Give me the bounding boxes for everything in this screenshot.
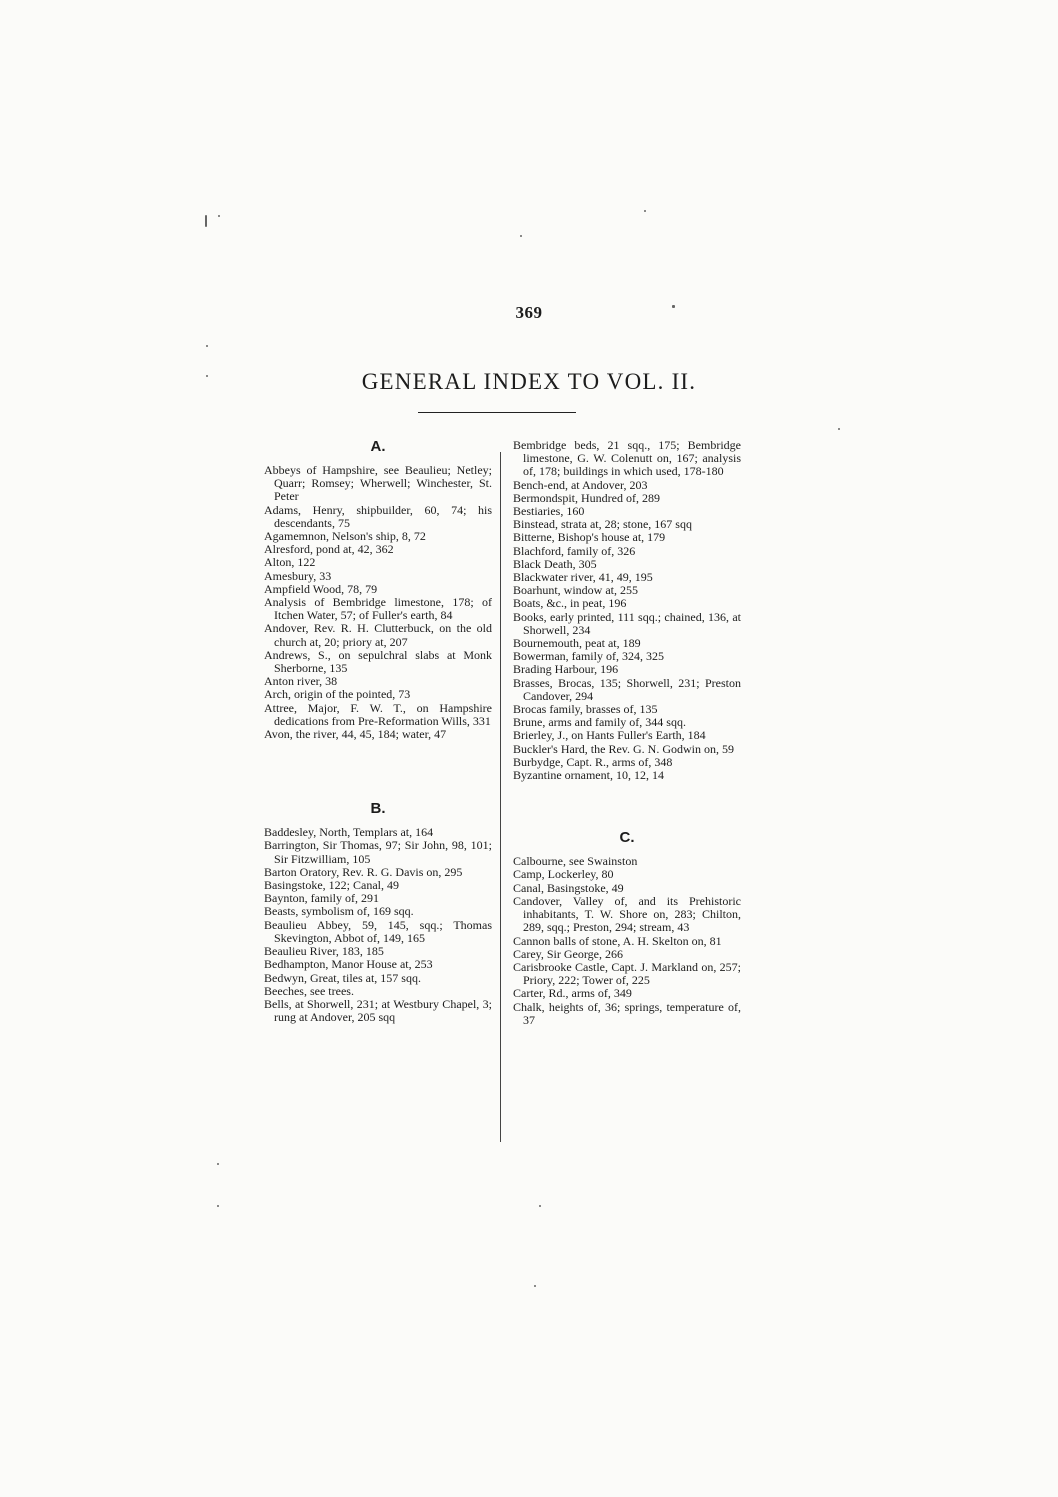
index-entry: Brading Harbour, 196 [513,662,619,677]
index-entry: Burbydge, Capt. R., arms of, 348 [513,754,673,769]
index-entry: Carter, Rd., arms of, 349 [513,986,632,1001]
index-entry: Beaulieu Abbey, 59, 145, sqq.; Thomas Skevington, Abbot of, 149, 165 [264,917,492,945]
index-title: GENERAL INDEX TO VOL. II. [361,369,697,394]
index-entry: Analysis of Bembridge limestone, 178; of Itchen Water, 57; of Fuller's earth, 84 [264,595,492,623]
scan-speck [217,1163,219,1165]
index-entry: Chalk, heights of, 36; springs, temperature of, 37 [513,999,741,1027]
index-entry: Boarhunt, window at, 255 [513,583,638,598]
index-entry: Baddesley, North, Templars at, 164 [264,825,434,840]
index-entry: Baynton, family of, 291 [264,891,379,906]
scan-speck [206,375,208,377]
scan-speck [644,210,646,212]
index-entry: Bitterne, Bishop's house at, 179 [513,530,666,545]
index-entry: Bembridge beds, 21 sqq., 175; Bembridge limestone, G. W. Colenutt on, 167; analysis of, 178; buildings in which used, 178-180 [513,438,741,479]
index-entry: Anton river, 38 [264,674,338,689]
scan-speck [539,1205,541,1207]
index-entry: Byzantine ornament, 10, 12, 14 [513,768,664,783]
index-entry: Amesbury, 33 [264,568,332,583]
index-entry: Candover, Valley of, and its Prehistoric inhabitants, T. W. Shore on, 283; Chilton, 289, sqq.; Preston, 294; stream, 43 [513,893,741,935]
index-entry: Brasses, Brocas, 135; Shorwell, 231; Preston Candover, 294 [513,675,741,703]
index-entry: Beaulieu River, 183, 185 [264,944,384,959]
index-entry: Bedhampton, Manor House at, 253 [264,957,433,972]
index-entry: Bells, at Shorwell, 231; at Westbury Chapel, 3; rung at Andover, 205 sqq [264,996,492,1025]
index-entry: Binstead, strata at, 28; stone, 167 sqq [513,517,692,532]
index-entry: Carey, Sir George, 266 [513,946,623,961]
index-entry: Arch, origin of the pointed, 73 [264,687,411,702]
scan-speck [672,305,675,308]
index-entry: Buckler's Hard, the Rev. G. N. Godwin on, 59 [513,741,735,756]
index-entry: Beeches, see trees. [264,983,354,998]
left-column [264,439,492,1024]
right-column [513,439,741,1027]
index-entry: Agamemnon, Nelson's ship, 8, 72 [264,529,426,544]
index-entry: Barrington, Sir Thomas, 97; Sir John, 98, 101; Sir Fitzwilliam, 105 [264,838,492,866]
index-entry: Avon, the river, 44, 45, 184; water, 47 [264,727,447,742]
index-entry: Andover, Rev. R. H. Clutterbuck, on the old church at, 20; priory at, 207 [264,621,492,649]
index-entry: Beasts, symbolism of, 169 sqq. [264,904,414,919]
index-entry: Carisbrooke Castle, Capt. J. Markland on, 257; Priory, 222; Tower of, 225 [513,959,741,988]
index-entry: Books, early printed, 111 sqq.; chained, 136, at Shorwell, 234 [513,609,741,637]
section-letter-c: C. [619,829,635,847]
section-b-entries [264,826,492,1024]
scan-speck [534,1285,536,1287]
scan-speck [218,215,220,217]
index-entry: Adams, Henry, shipbuilder, 60, 74; his descendants, 75 [264,502,492,530]
section-c-entries [513,855,741,1027]
scan-speck [206,345,208,347]
scan-speck [520,235,522,237]
section-a-entries [264,464,492,741]
scan-speck [217,1205,219,1207]
index-entry: Calbourne, see Swainston [513,854,638,869]
index-entry: Bowerman, family of, 324, 325 [513,649,664,664]
index-entry: Cannon balls of stone, A. H. Skelton on, 81 [513,933,722,948]
index-entry: Camp, Lockerley, 80 [513,867,614,882]
index-entry: Ampfield Wood, 78, 79 [264,581,378,596]
index-entry: Blachford, family of, 326 [513,543,636,558]
index-entry: Blackwater river, 41, 49, 195 [513,570,653,585]
index-entry: Alton, 122 [264,555,316,570]
index-entry: Barton Oratory, Rev. R. G. Davis on, 295 [264,864,463,879]
index-entry: Basingstoke, 122; Canal, 49 [264,878,399,893]
title-rule [418,412,576,413]
scan-speck [838,428,840,430]
index-entry: Black Death, 305 [513,556,597,571]
index-entry: Abbeys of Hampshire, see Beaulieu; Netley; Quarr; Romsey; Wherwell; Winchester, St. Peter [264,463,492,504]
index-entry: Brune, arms and family of, 344 sqq. [513,715,686,730]
column-divider [500,452,501,1142]
page-number: 369 [515,303,543,322]
section-b-continued-entries [513,439,741,782]
index-entry: Brierley, J., on Hants Fuller's Earth, 184 [513,728,706,743]
index-entry: Bestiaries, 160 [513,504,585,519]
section-letter-b: B. [370,800,386,818]
section-letter-a: A. [370,438,386,455]
index-entry: Bedwyn, Great, tiles at, 157 sqq. [264,970,421,985]
index-entry: Bench-end, at Andover, 203 [513,477,648,492]
index-entry: Boats, &c., in peat, 196 [513,596,627,611]
index-entry: Bournemouth, peat at, 189 [513,636,641,651]
index-entry: Bermondspit, Hundred of, 289 [513,490,660,505]
index-entry: Brocas family, brasses of, 135 [513,702,658,717]
index-entry: Canal, Basingstoke, 49 [513,880,624,895]
index-entry: Andrews, S., on sepulchral slabs at Monk Sherborne, 135 [264,647,492,676]
index-entry: Attree, Major, F. W. T., on Hampshire dedications from Pre-Reformation Wills, 331 [264,700,492,728]
scan-speck [205,215,207,227]
index-entry: Alresford, pond at, 42, 362 [264,542,394,557]
